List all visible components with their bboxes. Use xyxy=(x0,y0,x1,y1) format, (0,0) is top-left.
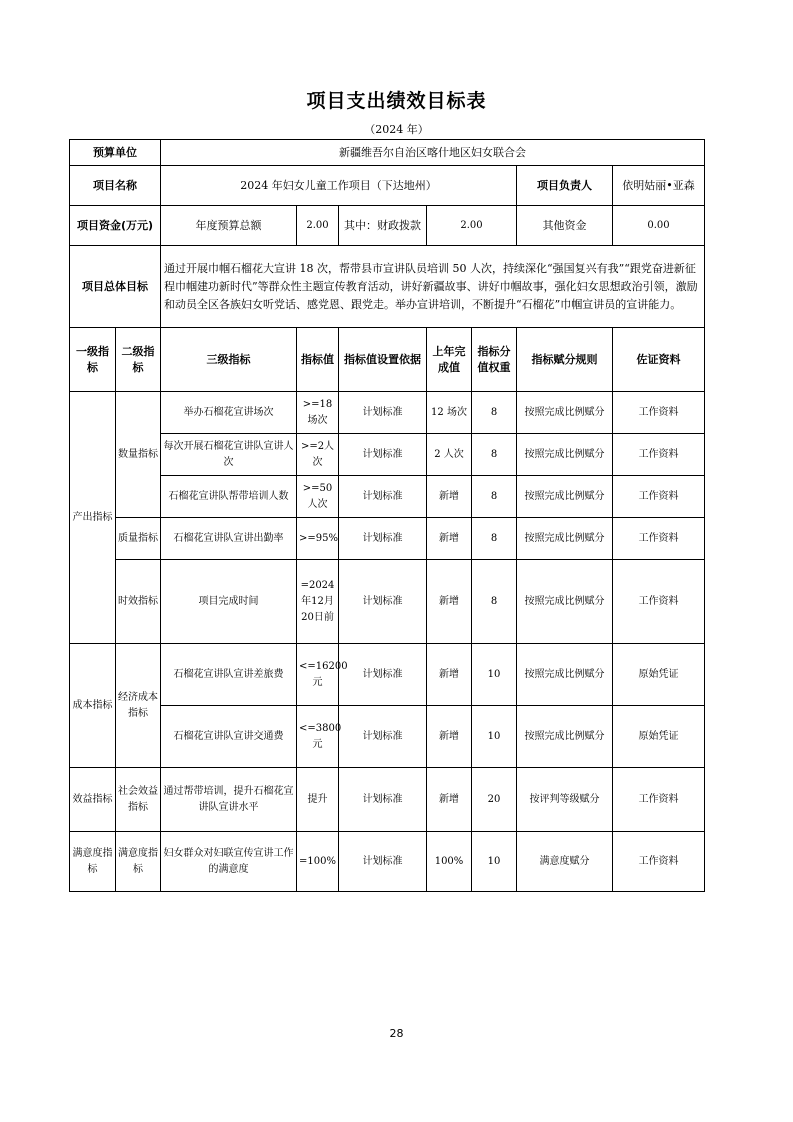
group-timeliness: 时效指标 xyxy=(116,560,161,644)
indicator-weight: 10 xyxy=(472,832,517,892)
indicator-evidence: 原始凭证 xyxy=(613,706,705,768)
indicator-name: 石榴花宣讲队帮带培训人数 xyxy=(161,476,297,518)
indicator-value: >=18场次 xyxy=(297,392,339,434)
indicator-value: >=95% xyxy=(297,518,339,560)
table-row xyxy=(70,644,705,706)
project-owner-value: 依明姑丽•亚森 xyxy=(613,166,705,206)
indicator-value: =2024年12月20日前 xyxy=(297,560,339,644)
header-level3: 三级指标 xyxy=(161,328,297,392)
indicator-weight: 10 xyxy=(472,644,517,706)
indicator-name: 每次开展石榴花宣讲队宣讲人次 xyxy=(161,434,297,476)
indicator-basis: 计划标准 xyxy=(339,644,427,706)
indicator-value: <=16200元 xyxy=(297,644,339,706)
header-basis: 指标值设置依据 xyxy=(339,328,427,392)
indicator-basis: 计划标准 xyxy=(339,560,427,644)
indicator-basis: 计划标准 xyxy=(339,832,427,892)
indicator-name: 举办石榴花宣讲场次 xyxy=(161,392,297,434)
group-economic: 经济成本指标 xyxy=(116,644,161,768)
indicator-rule: 按照完成比例赋分 xyxy=(517,476,613,518)
indicator-last: 新增 xyxy=(427,560,472,644)
indicator-rule: 按照完成比例赋分 xyxy=(517,644,613,706)
header-weight: 指标分值权重 xyxy=(472,328,517,392)
indicator-last: 新增 xyxy=(427,706,472,768)
project-name-label: 项目名称 xyxy=(70,166,161,206)
group-quality: 质量指标 xyxy=(116,518,161,560)
table-row xyxy=(70,392,705,434)
header-value: 指标值 xyxy=(297,328,339,392)
funds-label: 项目资金(万元) xyxy=(70,206,161,246)
overall-goal-text: 通过开展巾帼石榴花大宣讲 18 次，帮带县市宣讲队员培训 50 人次，持续深化“强国复兴有我”“跟党奋进新征程巾帼建功新时代”等群众性主题宣传教育活动，讲好新疆故事、讲好巾帼故事，强化妇女思想政治引领，激励和动员全区各族妇女听党话、感党恩、跟党走。举办宣讲培训，不断提升“石榴花”巾帼宣讲员的宣讲能力。 xyxy=(161,246,705,328)
table-row xyxy=(70,476,705,518)
other-fund-value: 0.00 xyxy=(613,206,705,246)
indicator-weight: 8 xyxy=(472,518,517,560)
other-fund-label: 其他资金 xyxy=(517,206,613,246)
indicator-basis: 计划标准 xyxy=(339,706,427,768)
indicator-value: >=2人次 xyxy=(297,434,339,476)
indicator-rule: 按照完成比例赋分 xyxy=(517,706,613,768)
table-row xyxy=(70,768,705,832)
indicator-rule: 按照完成比例赋分 xyxy=(517,560,613,644)
project-owner-label: 项目负责人 xyxy=(517,166,613,206)
group-satisfaction-l2: 满意度指标 xyxy=(116,832,161,892)
table-row xyxy=(70,706,705,768)
indicator-evidence: 工作资料 xyxy=(613,434,705,476)
indicator-name: 石榴花宣讲队宣讲差旅费 xyxy=(161,644,297,706)
header-level1: 一级指标 xyxy=(70,328,116,392)
indicator-basis: 计划标准 xyxy=(339,518,427,560)
indicator-last: 100% xyxy=(427,832,472,892)
indicator-evidence: 工作资料 xyxy=(613,518,705,560)
indicator-last: 12 场次 xyxy=(427,392,472,434)
table-row xyxy=(70,832,705,892)
annual-budget-value: 2.00 xyxy=(297,206,339,246)
annual-budget-label: 年度预算总额 xyxy=(161,206,297,246)
indicator-value: <=3800元 xyxy=(297,706,339,768)
indicator-weight: 8 xyxy=(472,392,517,434)
indicator-evidence: 工作资料 xyxy=(613,392,705,434)
budget-unit-value: 新疆维吾尔自治区喀什地区妇女联合会 xyxy=(161,140,705,166)
budget-unit-label: 预算单位 xyxy=(70,140,161,166)
project-name-value: 2024 年妇女儿童工作项目（下达地州） xyxy=(161,166,517,206)
group-output: 产出指标 xyxy=(70,392,116,644)
indicator-basis: 计划标准 xyxy=(339,392,427,434)
indicator-rule: 按照完成比例赋分 xyxy=(517,518,613,560)
indicator-evidence: 原始凭证 xyxy=(613,644,705,706)
indicator-weight: 8 xyxy=(472,560,517,644)
indicator-rule: 按照完成比例赋分 xyxy=(517,392,613,434)
indicator-weight: 8 xyxy=(472,476,517,518)
group-satisfaction-l1: 满意度指标 xyxy=(70,832,116,892)
header-rule: 指标赋分规则 xyxy=(517,328,613,392)
table-row xyxy=(70,434,705,476)
indicator-evidence: 工作资料 xyxy=(613,476,705,518)
table-row xyxy=(70,518,705,560)
fiscal-fund-label: 其中：财政拨款 xyxy=(339,206,427,246)
indicator-last: 新增 xyxy=(427,476,472,518)
group-cost: 成本指标 xyxy=(70,644,116,768)
header-last-year: 上年完成值 xyxy=(427,328,472,392)
indicator-rule: 按评判等级赋分 xyxy=(517,768,613,832)
indicator-name: 通过帮带培训，提升石榴花宣讲队宣讲水平 xyxy=(161,768,297,832)
indicator-rule: 满意度赋分 xyxy=(517,832,613,892)
header-level2: 二级指标 xyxy=(116,328,161,392)
group-quantity: 数量指标 xyxy=(116,392,161,518)
indicator-last: 新增 xyxy=(427,768,472,832)
overall-goal-label: 项目总体目标 xyxy=(70,246,161,328)
indicator-name: 妇女群众对妇联宣传宣讲工作的满意度 xyxy=(161,832,297,892)
indicator-basis: 计划标准 xyxy=(339,434,427,476)
indicator-basis: 计划标准 xyxy=(339,768,427,832)
indicator-evidence: 工作资料 xyxy=(613,768,705,832)
indicator-last: 新增 xyxy=(427,644,472,706)
indicator-evidence: 工作资料 xyxy=(613,832,705,892)
indicator-weight: 20 xyxy=(472,768,517,832)
header-evidence: 佐证资料 xyxy=(613,328,705,392)
indicator-rule: 按照完成比例赋分 xyxy=(517,434,613,476)
indicator-name: 项目完成时间 xyxy=(161,560,297,644)
indicator-value: =100% xyxy=(297,832,339,892)
indicator-value: 提升 xyxy=(297,768,339,832)
document-title: 项目支出绩效目标表 xyxy=(306,90,487,112)
group-benefit: 效益指标 xyxy=(70,768,116,832)
indicator-weight: 10 xyxy=(472,706,517,768)
page-number: 28 xyxy=(389,1027,404,1040)
table-row xyxy=(70,560,705,644)
indicator-value: >=50人次 xyxy=(297,476,339,518)
group-social: 社会效益指标 xyxy=(116,768,161,832)
indicator-weight: 8 xyxy=(472,434,517,476)
document-year: （2024 年） xyxy=(364,123,429,136)
indicator-name: 石榴花宣讲队宣讲出勤率 xyxy=(161,518,297,560)
indicator-last: 2 人次 xyxy=(427,434,472,476)
indicator-evidence: 工作资料 xyxy=(613,560,705,644)
fiscal-fund-value: 2.00 xyxy=(427,206,517,246)
performance-table xyxy=(69,139,705,892)
indicator-basis: 计划标准 xyxy=(339,476,427,518)
indicator-name: 石榴花宣讲队宣讲交通费 xyxy=(161,706,297,768)
indicator-last: 新增 xyxy=(427,518,472,560)
